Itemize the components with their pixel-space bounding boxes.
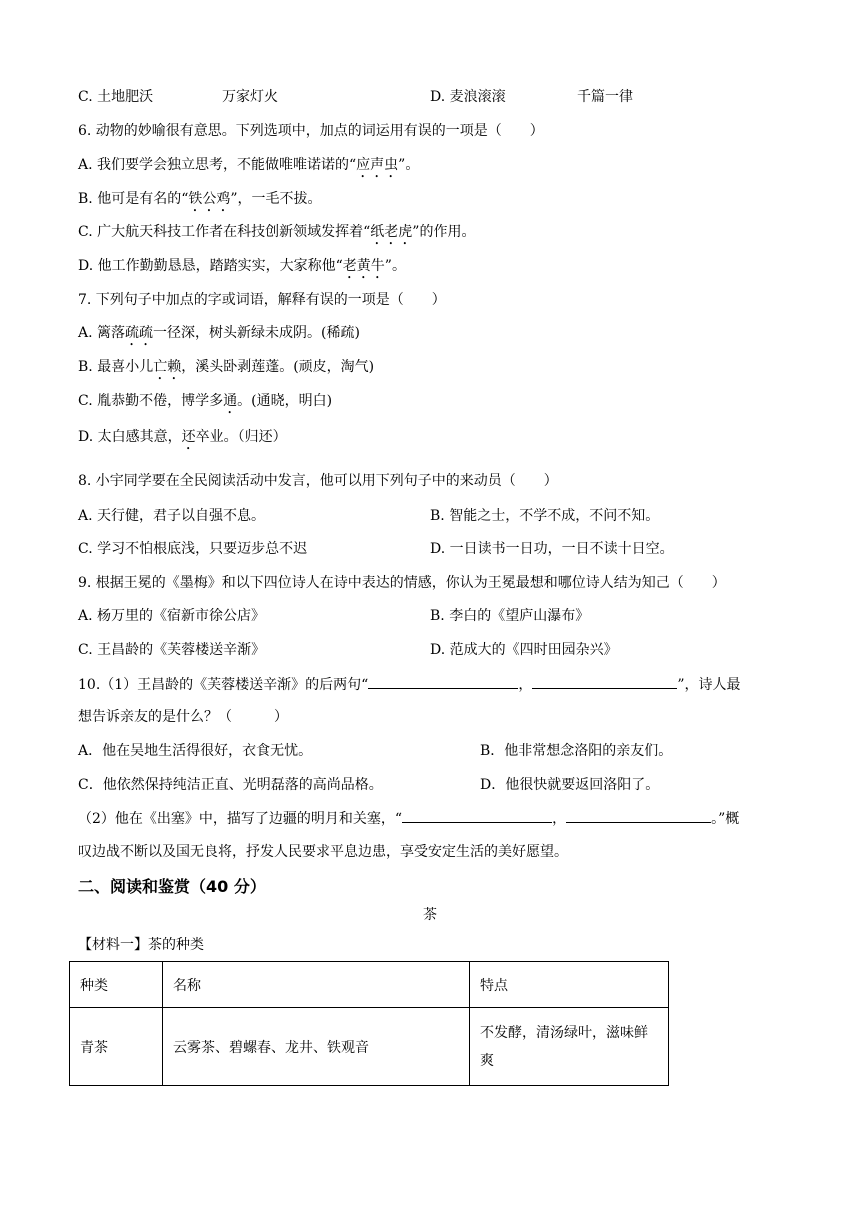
q7-option-a: A. 篱落疏疏一径深，树头新绿未成阴。(稀疏) [78, 325, 360, 341]
q10-option-b: B．他非常想念洛阳的亲友们。 [480, 743, 673, 759]
q6-d-dotted-word: 老黄牛 [342, 258, 385, 274]
q7-option-b: B. 最喜小儿亡赖，溪头卧剥莲蓬。(顽皮，淘气) [78, 359, 375, 375]
q8-option-d: D. 一日读书一日功，一日不读十日空。 [430, 541, 674, 557]
header-feature: 特点 [470, 962, 669, 1008]
section-heading: 二、阅读和鉴赏（40 分） [78, 877, 266, 896]
q8-option-b: B. 智能之士，不学不成，不问不知。 [430, 508, 660, 524]
q9-option-a: A. 杨万里的《宿新市徐公店》 [78, 608, 266, 624]
q5-option-d-word2: 千篇一律 [577, 89, 633, 105]
answer-blank[interactable] [402, 808, 552, 823]
cell-names: 云雾茶、碧螺春、龙井、铁观音 [163, 1008, 470, 1086]
q8-option-c: C. 学习不怕根底浅，只要迈步总不迟 [78, 541, 308, 557]
q7-c-dotted-word: 通 [223, 393, 238, 409]
q10-part2-line2: 叹边战不断以及国无良将，抒发人民要求平息边患，享受安定生活的美好愿望。 [78, 844, 568, 860]
q6-a-dotted-word: 应声虫 [356, 157, 399, 173]
q5-option-c: C. 土地肥沃 [78, 89, 154, 105]
cell-kind: 青茶 [70, 1008, 163, 1086]
q6-b-dotted-word: 铁公鸡 [188, 191, 231, 207]
q10-option-d: D．他很快就要返回洛阳了。 [480, 777, 660, 793]
q6-option-d: D. 他工作勤勤恳恳，踏踏实实，大家称他“老黄牛”。 [78, 258, 406, 274]
q7-stem: 7. 下列句子中加点的字或词语，解释有误的一项是（ ） [78, 292, 446, 308]
table-header-row [70, 962, 669, 1008]
q9-option-d: D. 范成大的《四时田园杂兴》 [430, 642, 618, 658]
q6-option-c: C. 广大航天科技工作者在科技创新领域发挥着“纸老虎”的作用。 [78, 224, 476, 240]
answer-blank[interactable] [532, 674, 677, 689]
q10-part2: （2）他在《出塞》中，描写了边疆的明月和关塞，“ ， 。”概 [78, 808, 739, 829]
material-label: 【材料一】茶的种类 [78, 937, 204, 953]
passage-title: 茶 [423, 907, 437, 923]
header-kind: 种类 [70, 962, 163, 1008]
q7-option-d: D. 太白感其意，还卒业。（归还） [78, 429, 287, 445]
answer-blank[interactable] [368, 674, 518, 689]
q7-option-c: C. 胤恭勤不倦，博学多通。(通晓，明白) [78, 393, 333, 409]
q7-d-dotted-word: 还 [181, 429, 196, 445]
q8-option-a: A. 天行健，君子以自强不息。 [78, 508, 266, 524]
q6-option-a: A. 我们要学会独立思考，不能做唯唯诺诺的“应声虫”。 [78, 157, 420, 173]
cell-feature: 不发酵，清汤绿叶，滋味鲜 爽 [470, 1008, 669, 1086]
q5-option-d: D. 麦浪滚滚 [430, 89, 506, 105]
q6-stem: 6. 动物的妙喻很有意思。下列选项中，加点的词运用有误的一项是（ ） [78, 123, 544, 139]
q10-option-c: C．他依然保持纯洁正直、光明磊落的高尚品格。 [78, 777, 383, 793]
q9-option-b: B. 李白的《望庐山瀑布》 [430, 608, 590, 624]
q5-option-c-word2: 万家灯火 [222, 89, 278, 105]
q7-a-dotted-word: 疏疏 [125, 325, 154, 341]
q9-option-c: C. 王昌龄的《芙蓉楼送辛渐》 [78, 642, 266, 658]
q8-stem: 8. 小宇同学要在全民阅读活动中发言，他可以用下列句子中的来动员（ ） [78, 473, 558, 489]
q9-stem: 9. 根据王冕的《墨梅》和以下四位诗人在诗中表达的情感，你认为王冕最想和哪位诗人结为知己（ ） [78, 575, 726, 591]
tea-types-table [69, 961, 669, 1086]
answer-blank[interactable] [566, 808, 711, 823]
q10-part1-line2: 想告诉亲友的是什么？（ ） [78, 709, 288, 725]
q10-part1: 10.（1）王昌龄的《芙蓉楼送辛渐》的后两句“ ， ”，诗人最 [78, 674, 741, 695]
table-row [70, 1008, 669, 1086]
q6-c-dotted-word: 纸老虎 [370, 224, 413, 240]
q7-b-dotted-word: 亡赖 [153, 359, 182, 375]
header-names: 名称 [163, 962, 470, 1008]
q10-option-a: A．他在吴地生活得很好，衣食无忧。 [78, 743, 313, 759]
q6-option-b: B. 他可是有名的“铁公鸡”，一毛不拔。 [78, 191, 322, 207]
